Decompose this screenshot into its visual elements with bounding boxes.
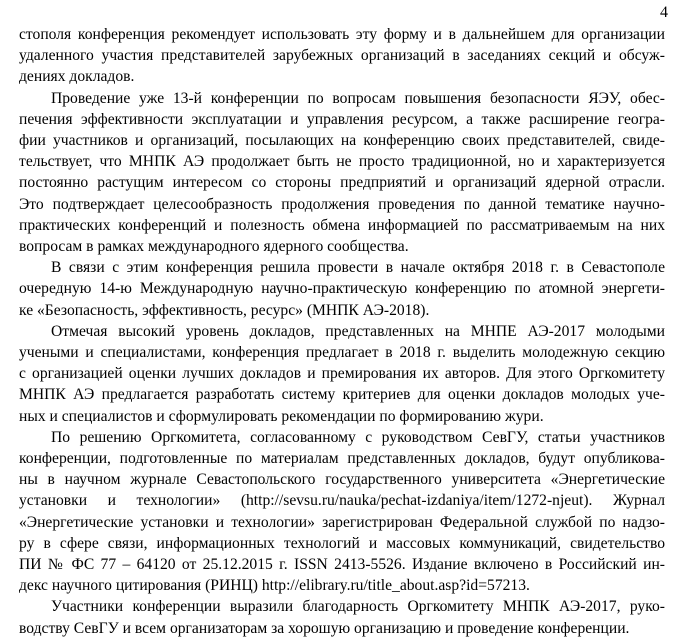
text-line: МНПК АЭ предлагается разработать систему критериев для оценки докладов молодых уче- bbox=[19, 386, 665, 404]
text-line: установки и технологии» (http://sevsu.ru/nauka/pechat-izdaniya/item/1272-njeut). Журнал bbox=[19, 492, 665, 510]
paragraph bbox=[19, 596, 665, 638]
page-number: 4 bbox=[660, 4, 668, 21]
text-line: ру в сфере связи, информационных технологий и массовых коммуникаций, свидетельство bbox=[19, 534, 665, 552]
text-line: тельствует, что МНПК АЭ продолжает быть не просто традиционной, но и характеризуется bbox=[19, 153, 665, 171]
text-line: с организацией оценки лучших докладов и премирования их авторов. Для этого Оргкомитету bbox=[19, 365, 665, 383]
text-line: По решению Оргкомитета, согласованному с руководством СевГУ, статьи участников bbox=[51, 428, 665, 446]
text-line: практических конференций и полезность обмена информацией по рассматриваемым на них bbox=[19, 216, 665, 234]
text-line: Отмечая высокий уровень докладов, представленных на МНПЕ АЭ-2017 молодыми bbox=[51, 322, 665, 340]
text-line: учеными и специалистами, конференция предлагает в 2018 г. выделить молодежную секцию bbox=[19, 344, 665, 362]
text-line: ных и специалистов и сформулировать рекомендации по формированию жури. bbox=[19, 407, 544, 425]
text-line: ны в научном журнале Севастопольского государственного университета «Энергетические bbox=[19, 471, 665, 489]
text-line: очередную 14-ю Международную научно-практическую конференцию по атомной энергети- bbox=[19, 280, 665, 298]
text-line: Проведение уже 13-й конференции по вопросам повышения безопасности ЯЭУ, обес- bbox=[51, 89, 665, 107]
text-line: «Энергетические установки и технологии» зарегистрирован Федеральной службой по надзо- bbox=[19, 513, 665, 531]
text-line: стополя конференция рекомендует использовать эту форму и в дальнейшем для организации bbox=[19, 26, 665, 43]
paragraph bbox=[19, 257, 665, 321]
text-line: Это подтверждает целесообразность продолжения проведения по данной тематике научно- bbox=[19, 195, 665, 213]
text-line: конференции, подготовленные по материалам представленных докладов, будут опубликова- bbox=[19, 450, 665, 468]
text-line: ПИ № ФС 77 – 64120 от 25.12.2015 г. ISSN 2413-5526. Издание включено в Российский ин- bbox=[19, 556, 665, 574]
paragraph bbox=[19, 88, 665, 258]
text-line: В связи с этим конференция решила провести в начале октября 2018 г. в Севастополе bbox=[51, 259, 665, 277]
text-line: постоянно растущим интересом со стороны предприятий и организаций ядерной отрасли. bbox=[19, 174, 665, 192]
text-line: печения эффективности эксплуатации и управления ресурсом, а также расширение геогра- bbox=[19, 110, 665, 128]
text-line: фии участников и организаций, посылающих на конференцию своих представителей, свиде- bbox=[19, 132, 665, 150]
paragraph bbox=[19, 24, 665, 88]
text-line: дениях докладов. bbox=[19, 68, 135, 86]
document-body bbox=[19, 24, 665, 639]
text-line: Участники конференции выразили благодарность Оргкомитету МНПК АЭ-2017, руко- bbox=[51, 598, 665, 616]
text-line: декс научного цитирования (РИНЦ) http://elibrary.ru/title_about.asp?id=57213. bbox=[19, 577, 530, 595]
paragraph bbox=[19, 427, 665, 597]
paragraph bbox=[19, 321, 665, 427]
text-line: удаленного участия представителей зарубежных организаций в заседаниях секций и обсуж- bbox=[19, 47, 665, 65]
text-line: водству СевГУ и всем организаторам за хорошую организацию и проведение конференции. bbox=[19, 619, 630, 637]
text-line: ке «Безопасность, эффективность, ресурс» (МНПК АЭ-2018). bbox=[19, 301, 430, 319]
text-line: вопросам в рамках международного ядерного сообщества. bbox=[19, 238, 409, 256]
